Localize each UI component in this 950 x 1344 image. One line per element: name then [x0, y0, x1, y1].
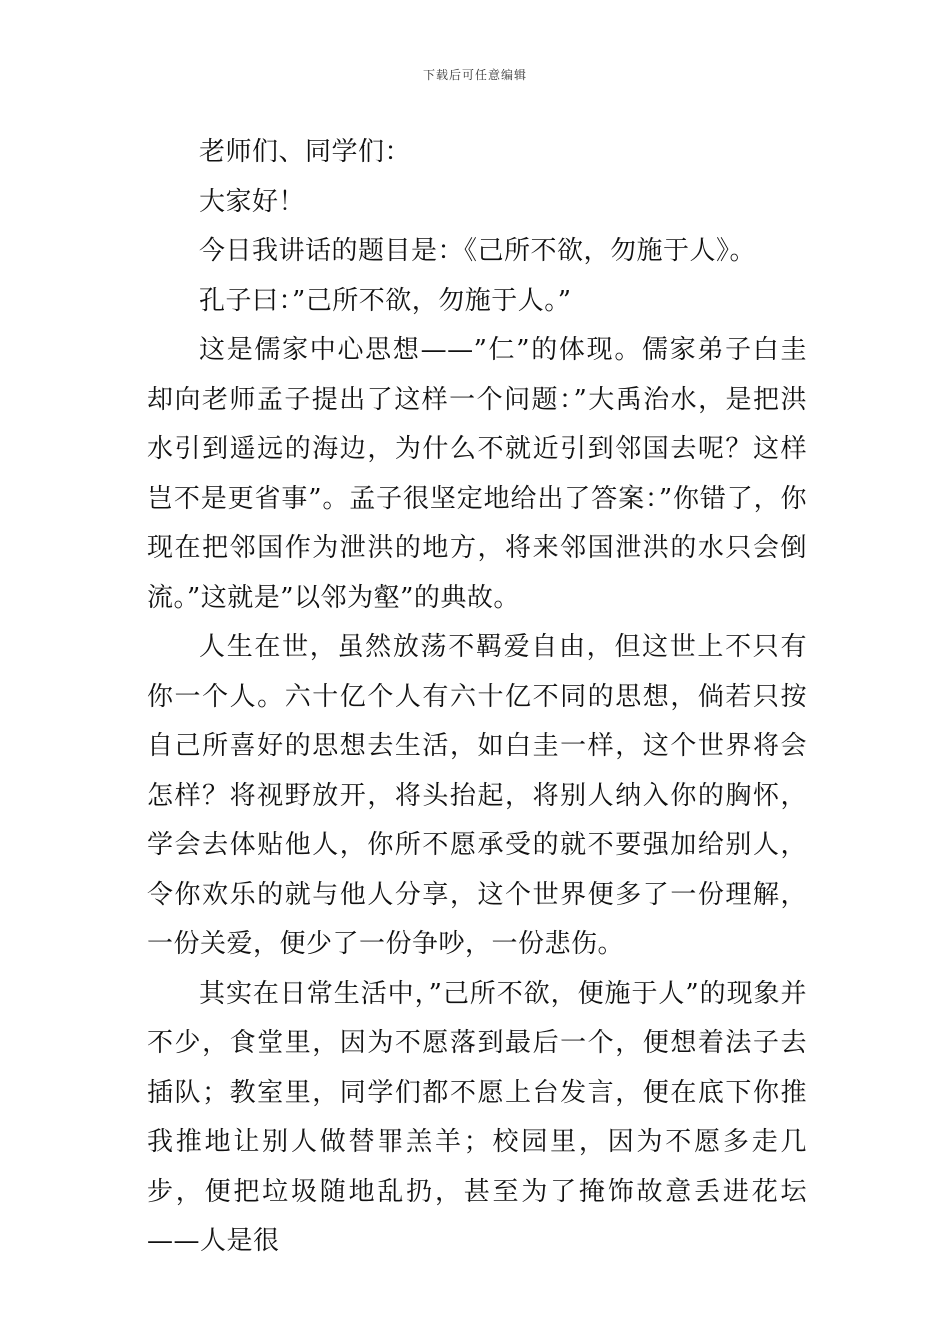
- speech-body: [147, 128, 807, 1267]
- paragraph-salutation: 老师们、同学们：: [199, 137, 412, 167]
- paragraph-story: 这是儒家中心思想——”仁”的体现。儒家弟子白圭却向老师孟子提出了这样一个问题：”大禹治水，是把洪水引到遥远的海边，为什么不就近引到邻国去呢？这样岂不是更省事”。孟子很坚定地给出了答案：”你错了，你现在把邻国作为泄洪的地方，将来邻国泄洪的水只会倒流。”这就是”以邻为壑”的典故。: [147, 335, 807, 613]
- paragraph-reflection: 人生在世，虽然放荡不羁爱自由，但这世上不只有你一个人。六十亿个人有六十亿不同的思想，倘若只按自己所喜好的思想去生活，如白圭一样，这个世界将会怎样？将视野放开，将头抬起，将别人纳入你的胸怀，学会去体贴他人，你所不愿承受的就不要强加给别人，令你欢乐的就与他人分享，这个世界便多了一份理解，一份关爱，便少了一份争吵，一份悲伤。: [147, 632, 807, 959]
- paragraph-examples: 其实在日常生活中，”己所不欲，便施于人”的现象并不少，食堂里，因为不愿落到最后一个，便想着法子去插队；教室里，同学们都不愿上台发言，便在底下你推我推地让别人做替罪羔羊；校园里，因为不愿多走几步，便把垃圾随地乱扔，甚至为了掩饰故意丢进花坛——人是很: [147, 978, 807, 1256]
- page-header-note: 下载后可任意编辑: [422, 68, 527, 82]
- paragraph-greeting: 大家好！: [199, 186, 306, 217]
- paragraph-quote: 孔子曰：”己所不欲，勿施于人。”: [199, 285, 572, 316]
- paragraph-topic: 今日我讲话的题目是：《己所不欲，勿施于人》。: [199, 236, 757, 266]
